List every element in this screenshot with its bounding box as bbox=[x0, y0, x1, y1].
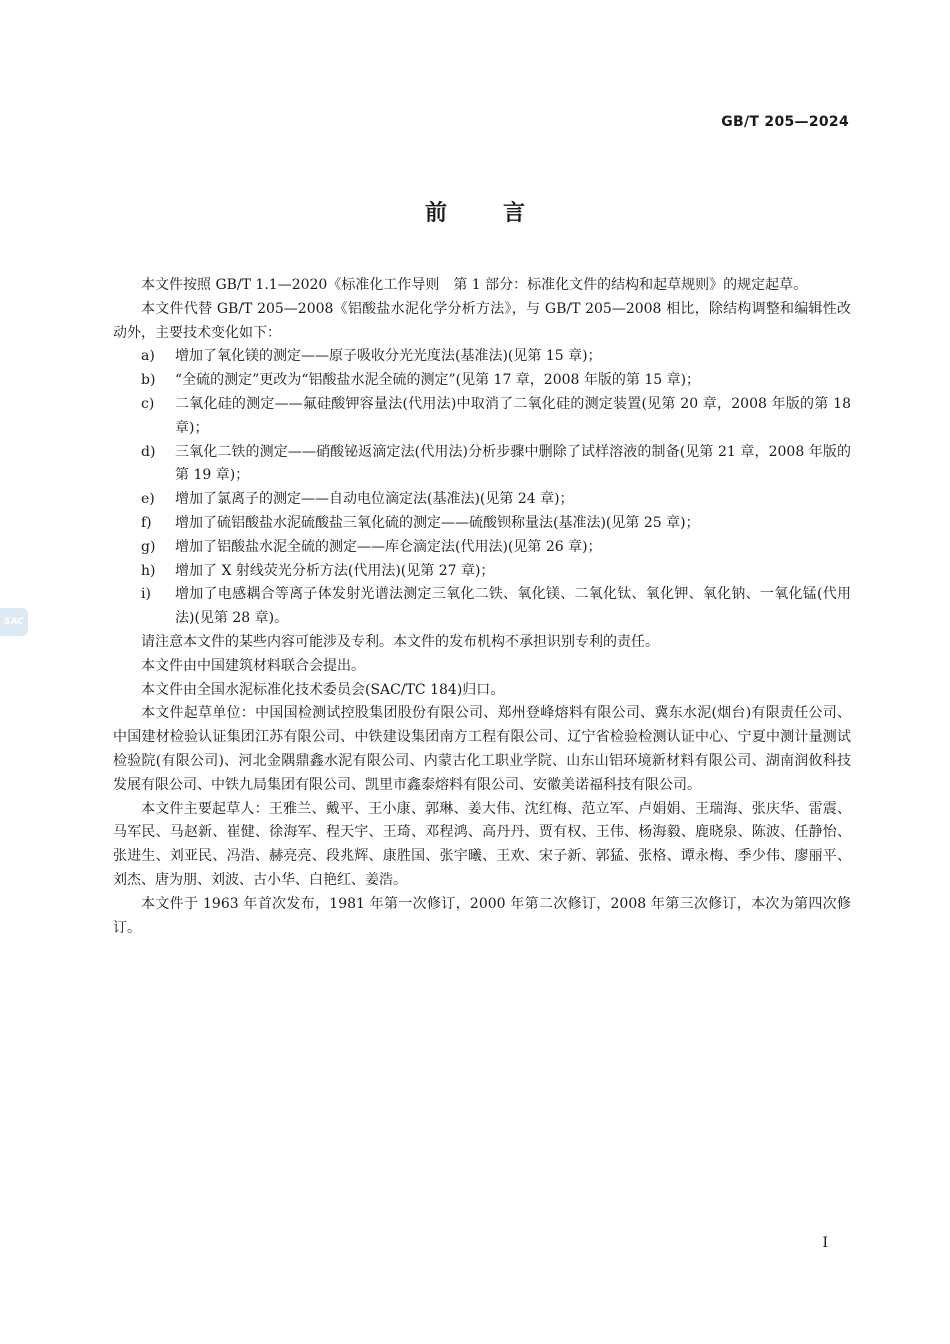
list-item bbox=[113, 560, 851, 584]
list-item-text: 增加了氧化镁的测定——原子吸收分光光度法(基准法)(见第 15 章)； bbox=[175, 348, 602, 365]
paragraph-history: 本文件于 1963 年首次发布，1981 年第一次修订，2000 年第二次修订，2008 年第三次修订，本次为第四次修订。 bbox=[113, 895, 851, 936]
list-item bbox=[113, 369, 851, 393]
list-item-label: c) bbox=[141, 395, 155, 412]
list-item-text: 增加了铝酸盐水泥全硫的测定——库仑滴定法(代用法)(见第 26 章)； bbox=[175, 538, 602, 555]
sac-watermark-icon: SAC bbox=[0, 608, 28, 636]
list-item-label: d) bbox=[141, 443, 156, 460]
list-item-label: i) bbox=[141, 586, 151, 603]
list-item bbox=[113, 393, 851, 441]
list-item bbox=[113, 536, 851, 560]
list-item-text: 增加了 X 射线荧光分析方法(代用法)(见第 27 章)； bbox=[175, 562, 495, 579]
list-item-text: 增加了硫铝酸盐水泥硫酸盐三氧化硫的测定——硫酸钡称量法(基准法)(见第 25 章)； bbox=[175, 514, 700, 531]
list-item bbox=[113, 488, 851, 512]
list-item-text: 增加了氯离子的测定——自动电位滴定法(基准法)(见第 24 章)； bbox=[175, 491, 574, 508]
page-number: I bbox=[822, 1235, 828, 1251]
list-item-label: g) bbox=[141, 538, 156, 555]
paragraph-drafting-rules: 本文件按照 GB/T 1.1—2020《标准化工作导则 第 1 部分：标准化文件的结构和起草规则》的规定起草。 bbox=[141, 277, 808, 293]
list-item-text: 三氧化二铁的测定——硝酸铋返滴定法(代用法)分析步骤中删除了试样溶液的制备(见第 21 章，2008 年版的第 19 章)； bbox=[175, 443, 851, 484]
document-body bbox=[113, 274, 851, 940]
list-item bbox=[113, 583, 851, 631]
list-item bbox=[113, 345, 851, 369]
list-item-label: b) bbox=[141, 372, 156, 389]
page-title: 前言 bbox=[424, 201, 581, 226]
list-item-text: “全硫的测定”更改为“铝酸盐水泥全硫的测定”(见第 17 章，2008 年版的第 15 章)； bbox=[175, 372, 701, 389]
paragraph-proposer: 本文件由中国建筑材料联合会提出。 bbox=[141, 657, 365, 674]
list-item-label: e) bbox=[141, 491, 155, 508]
paragraph-replaces: 本文件代替 GB/T 205—2008《铝酸盐水泥化学分析方法》，与 GB/T 205—2008 相比，除结构调整和编辑性改动外，主要技术变化如下： bbox=[113, 300, 851, 341]
list-item bbox=[113, 512, 851, 536]
list-item bbox=[113, 441, 851, 489]
paragraph-committee: 本文件由全国水泥标准化技术委员会(SAC/TC 184)归口。 bbox=[141, 681, 505, 698]
list-item-text: 二氧化硅的测定——氟硅酸钾容量法(代用法)中取消了二氧化硅的测定装置(见第 20 章，2008 年版的第 18 章)； bbox=[175, 395, 851, 436]
paragraph-drafting-units: 本文件起草单位：中国国检测试控股集团股份有限公司、郑州登峰熔料有限公司、冀东水泥(烟台)有限责任公司、中国建材检验认证集团江苏有限公司、中铁建设集团南方工程有限公司、辽宁省检验检测认证中心、宁夏中测计量测试检验院(有限公司)、河北金隅鼎鑫水泥有限公司、内蒙古化工职业学院、山东山铝环境新材料有限公司、湖南润攸科技发展有限公司、中铁九局集团有限公司、凯里市鑫泰熔料有限公司、安徽美诺福科技有限公司。 bbox=[113, 705, 851, 793]
list-item-label: h) bbox=[141, 562, 156, 579]
paragraph-drafters: 本文件主要起草人：王雅兰、戴平、王小康、郭琳、姜大伟、沈红梅、范立军、卢娟娟、王瑞海、张庆华、雷震、马军民、马赵新、崔健、徐海军、程天宇、王琦、邓程鸿、高丹丹、贾有权、王伟、杨海毅、鹿晓泉、陈波、任静怡、张进生、刘亚民、冯浩、赫亮亮、段兆辉、康胜国、张宇曦、王欢、宋子新、郭猛、张格、谭永梅、季少伟、廖丽平、刘杰、唐为朋、刘波、古小华、白艳红、姜浩。 bbox=[113, 800, 851, 888]
list-item-label: a) bbox=[141, 348, 155, 365]
list-item-label: f) bbox=[141, 514, 152, 531]
paragraph-patent-notice: 请注意本文件的某些内容可能涉及专利。本文件的发布机构不承担识别专利的责任。 bbox=[141, 633, 659, 650]
standard-code: GB/T 205—2024 bbox=[721, 114, 849, 130]
list-item-text: 增加了电感耦合等离子体发射光谱法测定三氧化二铁、氧化镁、二氧化钛、氧化钾、氧化钠、一氧化锰(代用法)(见第 28 章)。 bbox=[175, 586, 851, 627]
